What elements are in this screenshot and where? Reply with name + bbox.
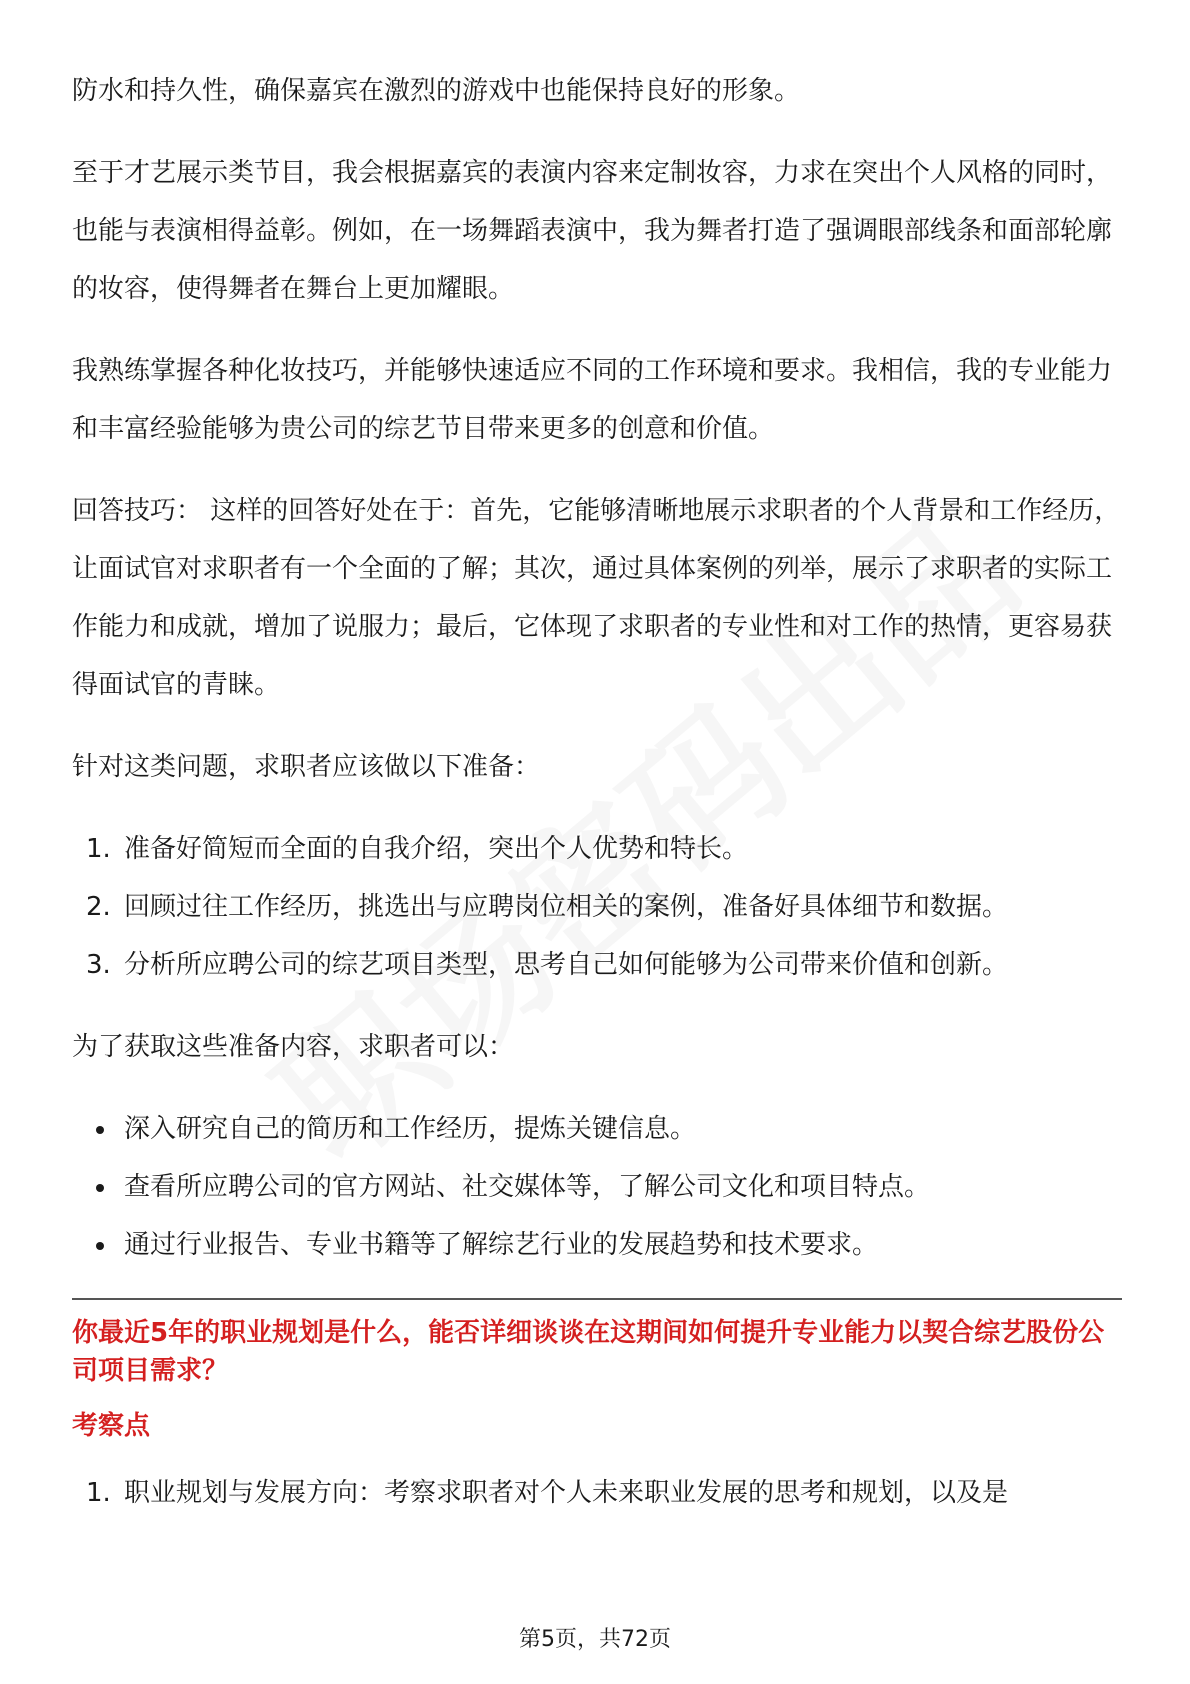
page-footer: 第5页，共72页 <box>519 1627 671 1652</box>
list-item <box>72 878 1122 936</box>
paragraph: 至于才艺展示类节目，我会根据嘉宾的表演内容来定制妆容，力求在突出个人风格的同时，也能与表演相得益彰。例如，在一场舞蹈表演中，我为舞者打造了强调眼部线条和面部轮廓的妆容，使得舞者在舞台上更加耀眼。 <box>72 158 1113 304</box>
section-subheading: 考察点 <box>72 1411 151 1441</box>
list-number: 1. <box>86 1478 111 1508</box>
paragraph: 我熟练掌握各种化妆技巧，并能够快速适应不同的工作环境和要求。我相信，我的专业能力和丰富经验能够为贵公司的综艺节目带来更多的创意和价值。 <box>72 356 1113 444</box>
list-item-text: 深入研究自己的简历和工作经历，提炼关键信息。 <box>124 1114 697 1144</box>
bullet-icon <box>96 1126 104 1134</box>
list-number: 2. <box>86 892 111 922</box>
list-item-text: 职业规划与发展方向：考察求职者对个人未来职业发展的思考和规划，以及是 <box>124 1478 1009 1508</box>
paragraph: 防水和持久性，确保嘉宾在激烈的游戏中也能保持良好的形象。 <box>72 76 801 106</box>
list-item <box>72 820 1122 878</box>
bullet-icon <box>96 1184 104 1192</box>
paragraph: 针对这类问题，求职者应该做以下准备： <box>72 752 541 782</box>
list-item-text: 准备好简短而全面的自我介绍，突出个人优势和特长。 <box>124 834 749 864</box>
list-item-text: 回顾过往工作经历，挑选出与应聘岗位相关的案例，准备好具体细节和数据。 <box>124 892 1009 922</box>
list-item <box>72 1464 1122 1522</box>
list-number: 1. <box>86 834 111 864</box>
list-item <box>72 1158 1122 1216</box>
list-number: 3. <box>86 950 111 980</box>
list-item <box>72 1216 1122 1274</box>
list-item-text: 查看所应聘公司的官方网站、社交媒体等，了解公司文化和项目特点。 <box>124 1172 931 1202</box>
document-page <box>72 62 1122 1546</box>
preparation-list <box>72 820 1122 994</box>
bullet-icon <box>96 1242 104 1250</box>
section-divider <box>72 1298 1122 1300</box>
list-item-text: 通过行业报告、专业书籍等了解综艺行业的发展趋势和技术要求。 <box>124 1230 879 1260</box>
exam-points-list <box>72 1464 1122 1522</box>
list-item-text: 分析所应聘公司的综艺项目类型，思考自己如何能够为公司带来价值和创新。 <box>124 950 1009 980</box>
answer-tips-paragraph: 回答技巧： 这样的回答好处在于：首先，它能够清晰地展示求职者的个人背景和工作经历，让面试官对求职者有一个全面的了解；其次，通过具体案例的列举，展示了求职者的实际工作能力和成就，增加了说服力；最后，它体现了求职者的专业性和对工作的热情，更容易获得面试官的青睐。 <box>72 496 1121 700</box>
list-item <box>72 936 1122 994</box>
acquire-list <box>72 1100 1122 1274</box>
question-heading: 你最近5年的职业规划是什么，能否详细谈谈在这期间如何提升专业能力以契合综艺股份公司项目需求？ <box>72 1318 1105 1386</box>
paragraph: 为了获取这些准备内容，求职者可以： <box>72 1032 515 1062</box>
list-item <box>72 1100 1122 1158</box>
